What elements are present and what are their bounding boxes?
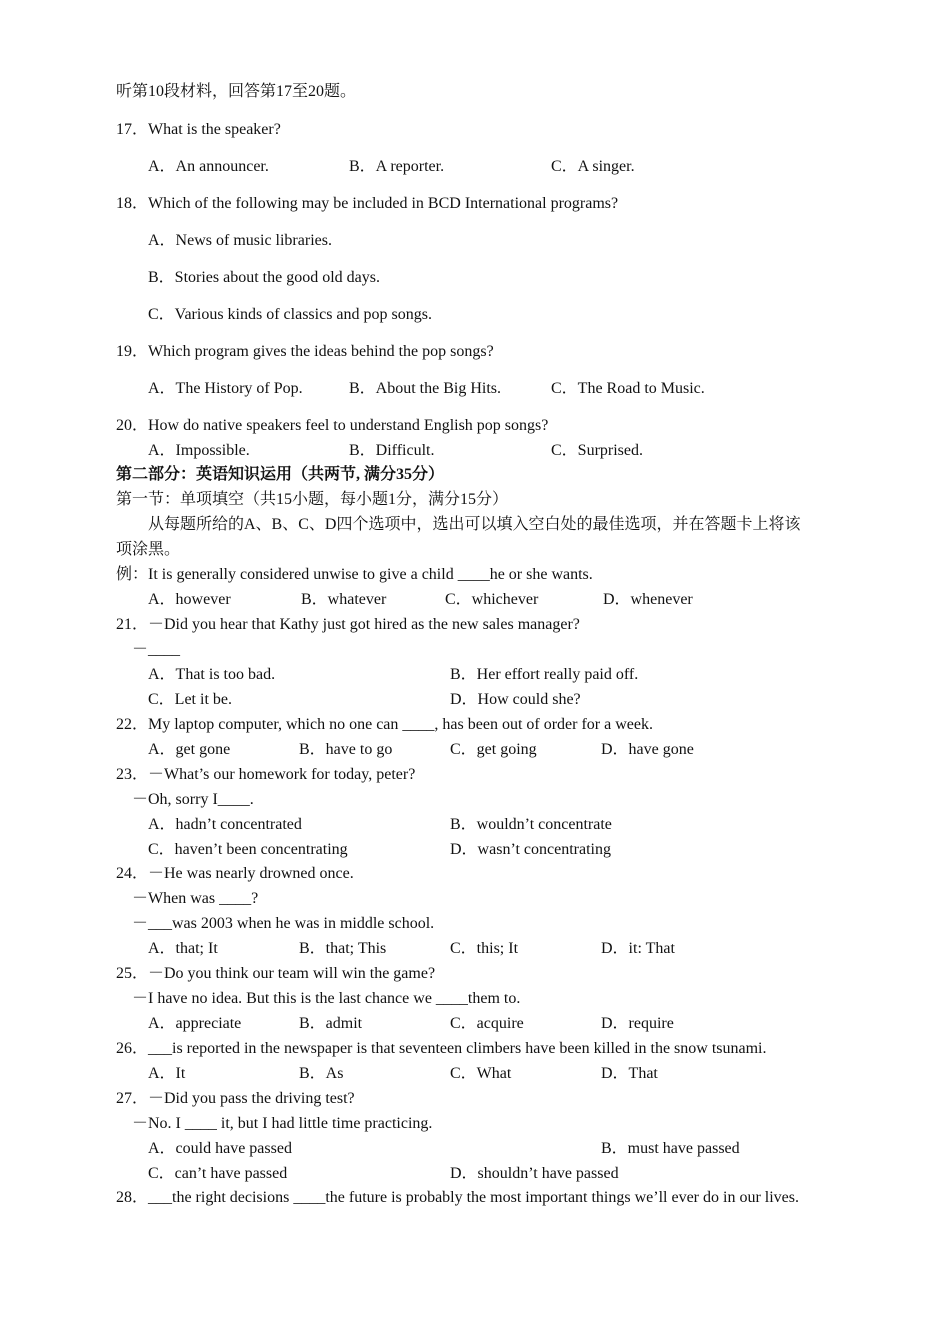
question-25-option-c: C．acquire bbox=[450, 1015, 524, 1032]
question-27-option-c: C．can’t have passed bbox=[148, 1165, 288, 1182]
question-18-option-a: A．News of music libraries. bbox=[148, 232, 332, 249]
question-21-option-a: A．That is too bad. bbox=[148, 666, 276, 683]
question-22-stem: 22．My laptop computer, which no one can ____, has been out of order for a week. bbox=[116, 716, 653, 733]
listening-intro: 听第10段材料，回答第17至20题。 bbox=[116, 83, 357, 100]
question-20-option-b: B．Difficult. bbox=[349, 442, 435, 459]
question-27-line-1: 27．－Did you pass the driving test? bbox=[116, 1090, 355, 1107]
example-option-d: D．whenever bbox=[603, 591, 693, 608]
question-17-option-a: A．An announcer. bbox=[148, 158, 269, 175]
question-27-line-2: －No. I ____ it, but I had little time practicing. bbox=[132, 1115, 433, 1132]
example-option-a: A．however bbox=[148, 591, 231, 608]
question-18-option-c: C．Various kinds of classics and pop songs. bbox=[148, 306, 432, 323]
question-17-option-b: B．A reporter. bbox=[349, 158, 445, 175]
question-19-option-a: A．The History of Pop. bbox=[148, 380, 303, 397]
question-22-option-a: A．get gone bbox=[148, 741, 231, 758]
question-26-option-d: D．That bbox=[601, 1065, 658, 1082]
question-22-option-b: B．have to go bbox=[299, 741, 393, 758]
question-20-stem: 20．How do native speakers feel to understand English pop songs? bbox=[116, 417, 549, 434]
instruction-line-1: 从每题所给的A、B、C、D四个选项中，选出可以填入空白处的最佳选项，并在答题卡上将该 bbox=[148, 516, 801, 533]
instruction-line-2: 项涂黑。 bbox=[116, 541, 181, 558]
question-24-option-a: A．that; It bbox=[148, 940, 218, 957]
example-option-c: C．whichever bbox=[445, 591, 539, 608]
question-24-option-b: B．that; This bbox=[299, 940, 387, 957]
question-24-line-1: 24．－He was nearly drowned once. bbox=[116, 865, 354, 882]
question-23-option-d: D．wasn’t concentrating bbox=[450, 841, 611, 858]
example-option-b: B．whatever bbox=[301, 591, 387, 608]
question-19-stem: 19．Which program gives the ideas behind the pop songs? bbox=[116, 343, 494, 360]
question-26-stem: 26．___is reported in the newspaper is that seventeen climbers have been killed in the snow tsunami. bbox=[116, 1040, 767, 1057]
question-19-option-b: B．About the Big Hits. bbox=[349, 380, 502, 397]
question-24-option-d: D．it: That bbox=[601, 940, 675, 957]
question-19-option-c: C．The Road to Music. bbox=[551, 380, 705, 397]
question-27-option-a: A．could have passed bbox=[148, 1140, 292, 1157]
question-21-option-c: C．Let it be. bbox=[148, 691, 232, 708]
example-stem: 例：It is generally considered unwise to give a child ____he or she wants. bbox=[116, 566, 593, 583]
question-23-option-c: C．haven’t been concentrating bbox=[148, 841, 348, 858]
question-23-option-b: B．wouldn’t concentrate bbox=[450, 816, 612, 833]
question-26-option-b: B．As bbox=[299, 1065, 344, 1082]
question-26-option-c: C．What bbox=[450, 1065, 512, 1082]
question-21-line-1: 21．－Did you hear that Kathy just got hired as the new sales manager? bbox=[116, 616, 580, 633]
question-24-line-3: －___was 2003 when he was in middle school. bbox=[132, 915, 435, 932]
question-22-option-c: C．get going bbox=[450, 741, 537, 758]
question-17-option-c: C．A singer. bbox=[551, 158, 635, 175]
question-25-option-a: A．appreciate bbox=[148, 1015, 242, 1032]
question-18-option-b: B．Stories about the good old days. bbox=[148, 269, 380, 286]
question-21-option-b: B．Her effort really paid off. bbox=[450, 666, 639, 683]
question-20-option-a: A．Impossible. bbox=[148, 442, 250, 459]
question-25-line-2: －I have no idea. But this is the last chance we ____them to. bbox=[132, 990, 521, 1007]
section-1-heading: 第一节：单项填空（共15小题，每小题1分，满分15分） bbox=[116, 491, 509, 508]
question-27-option-b: B．must have passed bbox=[601, 1140, 740, 1157]
question-25-option-d: D．require bbox=[601, 1015, 674, 1032]
question-21-option-d: D．How could she? bbox=[450, 691, 581, 708]
question-24-line-2: －When was ____? bbox=[132, 890, 259, 907]
question-21-line-2: －____ bbox=[132, 641, 181, 658]
question-23-line-1: 23．－What’s our homework for today, peter? bbox=[116, 766, 416, 783]
question-26-option-a: A．It bbox=[148, 1065, 186, 1082]
question-20-option-c: C．Surprised. bbox=[551, 442, 644, 459]
question-23-option-a: A．hadn’t concentrated bbox=[148, 816, 302, 833]
question-17-stem: 17．What is the speaker? bbox=[116, 121, 281, 138]
question-28-stem: 28．___the right decisions ____the future is probably the most important things we’ll ever do in our lives. bbox=[116, 1189, 799, 1206]
question-22-option-d: D．have gone bbox=[601, 741, 694, 758]
question-25-line-1: 25．－Do you think our team will win the game? bbox=[116, 965, 436, 982]
question-24-option-c: C．this; It bbox=[450, 940, 519, 957]
question-27-option-d: D．shouldn’t have passed bbox=[450, 1165, 619, 1182]
question-25-option-b: B．admit bbox=[299, 1015, 363, 1032]
question-23-line-2: －Oh, sorry I____. bbox=[132, 791, 254, 808]
part-2-heading: 第二部分：英语知识运用（共两节, 满分35分） bbox=[116, 466, 445, 483]
question-18-stem: 18．Which of the following may be included in BCD International programs? bbox=[116, 195, 619, 212]
